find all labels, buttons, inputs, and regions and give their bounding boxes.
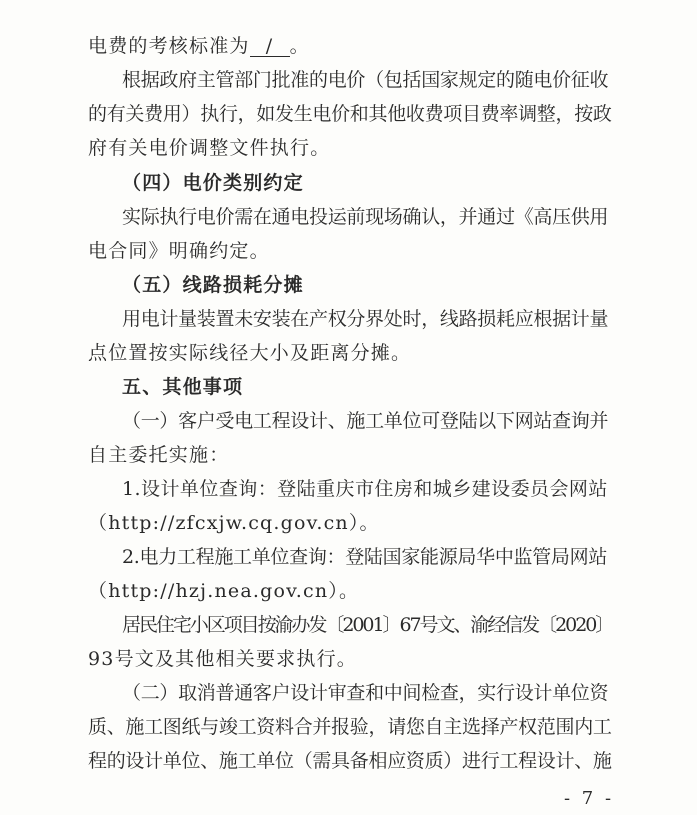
url-line: （http://zfcxjw.cq.gov.cn）。 <box>88 512 380 534</box>
text-span: 。 <box>289 35 310 57</box>
text-line: 根据政府主管部门批准的电价（包括国家规定的随电价征收 <box>122 69 609 91</box>
text-line: （二）取消普通客户设计审查和中间检查，实行设计单位资 <box>122 682 609 704</box>
section-heading: （四）电价类别约定 <box>122 172 304 194</box>
text-line: 实际执行电价需在通电投运前现场确认，并通过《高压供用 <box>122 206 609 228</box>
text-line: 2.电力工程施工单位查询：登陆国家能源局华中监管局网站 <box>122 546 608 568</box>
text-line: 质、施工图纸与竣工资料合并报验，请您自主选择产权范围内工 <box>88 716 612 738</box>
text-line: 93号文及其他相关要求执行。 <box>88 648 357 670</box>
text-line: 用电计量装置未安装在产权分界处时，线路损耗应根据计量 <box>122 308 609 330</box>
text-span: 电费的考核标准为 <box>88 35 250 57</box>
text-line <box>88 34 310 58</box>
text-line: 的有关费用）执行，如发生电价和其他收费项目费率调整，按政 <box>88 103 612 125</box>
text-line: （一）客户受电工程设计、施工单位可登陆以下网站查询并 <box>122 410 609 432</box>
text-line: 1.设计单位查询：登陆重庆市住房和城乡建设委员会网站 <box>122 478 608 500</box>
page-number: - 7 - <box>564 788 615 809</box>
text-line: 点位置按实际线径大小及距离分摊。 <box>88 342 412 364</box>
text-line: 府有关电价调整文件执行。 <box>88 137 331 159</box>
section-heading: （五）线路损耗分摊 <box>122 274 304 296</box>
fill-in-blank: / <box>250 36 290 57</box>
url-line: （http://hzj.nea.gov.cn）。 <box>88 580 360 602</box>
section-heading: 五、其他事项 <box>122 376 244 398</box>
text-line: 程的设计单位、施工单位（需具备相应资质）进行工程设计、施 <box>88 750 612 772</box>
text-line: 居民住宅小区项目按渝办发〔2001〕67号文、渝经信发〔2020〕 <box>122 614 613 636</box>
text-line: 自主委托实施： <box>88 444 230 466</box>
text-line: 电合同》明确约定。 <box>88 240 270 262</box>
